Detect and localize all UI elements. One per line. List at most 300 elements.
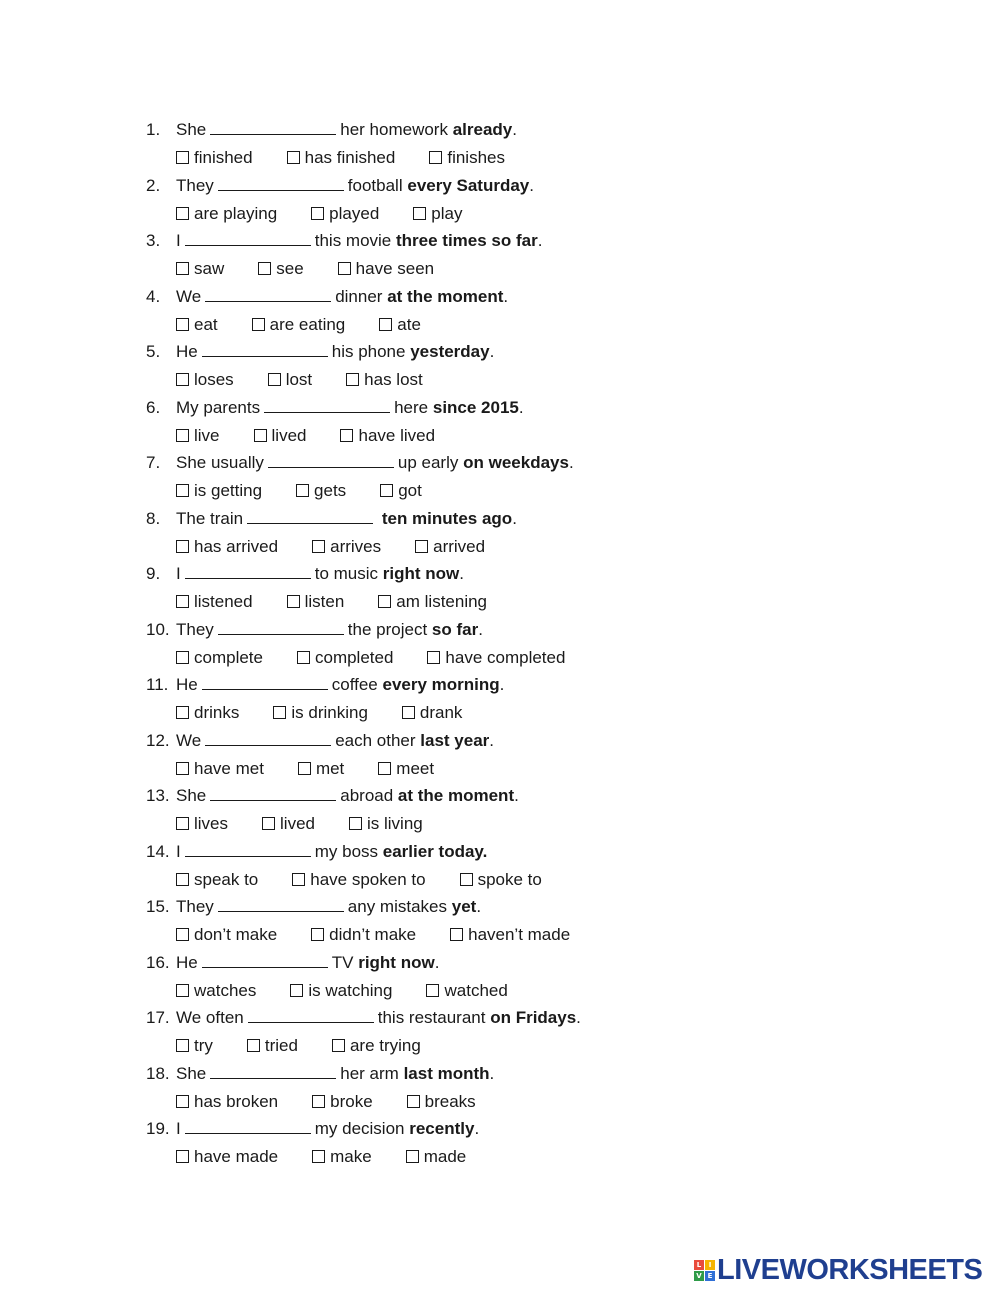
sentence-end: . bbox=[518, 397, 524, 417]
question-number: 13. bbox=[146, 786, 170, 805]
answer-blank[interactable] bbox=[210, 786, 336, 801]
question-item bbox=[146, 616, 746, 672]
answer-options bbox=[176, 204, 496, 224]
checkbox-icon[interactable] bbox=[262, 817, 275, 830]
sentence-end: . bbox=[489, 342, 495, 361]
sentence-middle: the project bbox=[347, 619, 428, 639]
answer-option[interactable] bbox=[429, 148, 505, 168]
answer-blank[interactable] bbox=[218, 620, 344, 635]
answer-options bbox=[176, 481, 456, 501]
sentence-end: . bbox=[434, 952, 440, 972]
option-label: got bbox=[398, 481, 422, 500]
question-sentence bbox=[146, 675, 504, 695]
checkbox-icon[interactable] bbox=[340, 429, 353, 442]
answer-blank[interactable] bbox=[202, 675, 328, 690]
question-number: 1. bbox=[146, 120, 161, 139]
checkbox-icon[interactable] bbox=[338, 262, 351, 275]
answer-option[interactable] bbox=[378, 592, 487, 612]
answer-option[interactable] bbox=[258, 259, 303, 279]
checkbox-icon[interactable] bbox=[268, 373, 281, 386]
option-label: are trying bbox=[349, 1036, 421, 1055]
option-label: lived bbox=[280, 814, 315, 833]
checkbox-icon[interactable] bbox=[273, 706, 286, 719]
sentence-middle: abroad bbox=[340, 786, 394, 805]
question-number: 9. bbox=[146, 564, 161, 583]
checkbox-icon[interactable] bbox=[346, 373, 359, 386]
answer-options bbox=[176, 1036, 455, 1056]
answer-options bbox=[176, 870, 576, 890]
checkbox-icon[interactable] bbox=[312, 1095, 325, 1108]
option-label: play bbox=[431, 203, 463, 223]
option-label: gets bbox=[314, 481, 347, 500]
answer-options bbox=[176, 537, 519, 557]
checkbox-icon[interactable] bbox=[292, 873, 305, 886]
sentence-start: I bbox=[176, 564, 181, 583]
checkbox-icon[interactable] bbox=[176, 984, 189, 997]
question-number: 8. bbox=[146, 508, 161, 528]
time-expression: since 2015 bbox=[432, 397, 519, 417]
checkbox-icon[interactable] bbox=[407, 1095, 420, 1108]
time-expression: every Saturday bbox=[407, 175, 530, 195]
answer-option[interactable] bbox=[311, 204, 379, 224]
question-item bbox=[146, 116, 746, 172]
question-sentence bbox=[146, 509, 517, 529]
checkbox-icon[interactable] bbox=[176, 484, 189, 497]
option-label: live bbox=[194, 425, 220, 445]
checkbox-icon[interactable] bbox=[332, 1039, 345, 1052]
sentence-start: He bbox=[176, 952, 198, 972]
answer-option[interactable] bbox=[176, 315, 218, 335]
checkbox-icon[interactable] bbox=[298, 762, 311, 775]
question-item bbox=[146, 838, 746, 894]
checkbox-icon[interactable] bbox=[254, 429, 267, 442]
answer-option[interactable] bbox=[407, 1092, 476, 1112]
answer-option[interactable] bbox=[262, 814, 315, 834]
answer-blank[interactable] bbox=[268, 453, 394, 468]
answer-blank[interactable] bbox=[205, 287, 331, 302]
answer-option[interactable] bbox=[268, 370, 312, 390]
checkbox-icon[interactable] bbox=[429, 151, 442, 164]
question-sentence bbox=[146, 620, 483, 640]
answer-option[interactable] bbox=[312, 537, 381, 557]
answer-option[interactable] bbox=[287, 592, 345, 612]
checkbox-icon[interactable] bbox=[290, 984, 303, 997]
checkbox-icon[interactable] bbox=[176, 762, 189, 775]
time-expression: right now bbox=[382, 564, 460, 583]
sentence-end: . bbox=[489, 1063, 495, 1083]
question-item bbox=[146, 949, 746, 1005]
answer-options bbox=[176, 259, 468, 279]
checkbox-icon[interactable] bbox=[176, 1095, 189, 1108]
checkbox-icon[interactable] bbox=[176, 151, 189, 164]
question-item bbox=[146, 283, 746, 339]
answer-option[interactable] bbox=[176, 592, 253, 612]
option-label: is drinking bbox=[291, 703, 368, 722]
answer-option[interactable] bbox=[290, 981, 392, 1001]
checkbox-icon[interactable] bbox=[176, 873, 189, 886]
question-item bbox=[146, 893, 746, 949]
answer-option[interactable] bbox=[176, 648, 263, 668]
checkbox-icon[interactable] bbox=[296, 484, 309, 497]
option-label: am listening bbox=[396, 592, 488, 611]
checkbox-icon[interactable] bbox=[247, 1039, 260, 1052]
answer-blank[interactable] bbox=[218, 897, 344, 912]
question-item bbox=[146, 227, 746, 283]
question-sentence bbox=[146, 120, 517, 140]
answer-options bbox=[176, 1147, 500, 1167]
question-item bbox=[146, 172, 746, 228]
sentence-end: . bbox=[512, 508, 517, 528]
option-label: have made bbox=[194, 1147, 279, 1166]
checkbox-icon[interactable] bbox=[415, 540, 428, 553]
answer-option[interactable] bbox=[296, 481, 346, 501]
answer-blank[interactable] bbox=[202, 342, 328, 357]
answer-option[interactable] bbox=[340, 426, 435, 446]
sentence-end: . bbox=[529, 175, 534, 195]
answer-option[interactable] bbox=[176, 204, 277, 224]
sentence-end: . bbox=[474, 1119, 480, 1138]
checkbox-icon[interactable] bbox=[406, 1150, 419, 1163]
time-expression: on Fridays bbox=[490, 1008, 577, 1027]
option-label: have spoken to bbox=[310, 869, 426, 889]
option-label: loses bbox=[194, 370, 234, 389]
question-item bbox=[146, 505, 746, 561]
answer-option[interactable] bbox=[415, 537, 485, 557]
answer-option[interactable] bbox=[406, 1147, 467, 1167]
answer-option[interactable] bbox=[176, 370, 234, 390]
checkbox-icon[interactable] bbox=[312, 1150, 325, 1163]
answer-option[interactable] bbox=[176, 481, 262, 501]
answer-option[interactable] bbox=[332, 1036, 421, 1056]
sentence-end: . bbox=[537, 231, 543, 250]
checkbox-icon[interactable] bbox=[176, 429, 189, 442]
answer-options bbox=[176, 703, 496, 723]
sentence-middle: her homework bbox=[340, 120, 448, 139]
answer-option[interactable] bbox=[252, 315, 346, 335]
answer-option[interactable] bbox=[427, 648, 565, 668]
sentence-start: The train bbox=[176, 508, 244, 528]
answer-blank[interactable] bbox=[202, 953, 328, 968]
answer-option[interactable] bbox=[426, 981, 507, 1001]
answer-option[interactable] bbox=[254, 426, 307, 446]
answer-options bbox=[176, 148, 539, 168]
sentence-end: . bbox=[576, 1008, 581, 1027]
checkbox-icon[interactable] bbox=[176, 207, 189, 220]
answer-option[interactable] bbox=[176, 870, 258, 890]
answer-option[interactable] bbox=[176, 1092, 278, 1112]
answer-option[interactable] bbox=[176, 1147, 278, 1167]
time-expression: earlier today. bbox=[382, 841, 488, 861]
checkbox-icon[interactable] bbox=[402, 706, 415, 719]
checkbox-icon[interactable] bbox=[426, 984, 439, 997]
answer-option[interactable] bbox=[176, 703, 239, 723]
sentence-middle: this movie bbox=[314, 231, 392, 250]
answer-blank[interactable] bbox=[185, 842, 311, 857]
sentence-start: They bbox=[176, 619, 214, 639]
answer-option[interactable] bbox=[176, 259, 224, 279]
answer-option[interactable] bbox=[346, 370, 423, 390]
option-label: drank bbox=[419, 703, 463, 722]
time-expression: last month bbox=[403, 1063, 490, 1083]
sentence-start: They bbox=[176, 897, 214, 916]
checkbox-icon[interactable] bbox=[349, 817, 362, 830]
question-sentence bbox=[146, 342, 494, 362]
checkbox-icon[interactable] bbox=[450, 928, 463, 941]
question-number: 7. bbox=[146, 453, 161, 472]
option-label: have met bbox=[194, 758, 264, 778]
option-label: are playing bbox=[194, 203, 278, 223]
option-label: drinks bbox=[194, 703, 240, 722]
option-label: speak to bbox=[194, 869, 259, 889]
checkbox-icon[interactable] bbox=[312, 540, 325, 553]
checkbox-icon[interactable] bbox=[378, 762, 391, 775]
answer-option[interactable] bbox=[378, 759, 434, 779]
sentence-end: . bbox=[568, 453, 574, 472]
answer-options bbox=[176, 315, 455, 335]
option-label: saw bbox=[194, 259, 225, 278]
checkbox-icon[interactable] bbox=[427, 651, 440, 664]
option-label: finishes bbox=[447, 148, 505, 167]
checkbox-icon[interactable] bbox=[176, 540, 189, 553]
question-item bbox=[146, 1115, 746, 1171]
checkbox-icon[interactable] bbox=[379, 318, 392, 331]
checkbox-icon[interactable] bbox=[287, 151, 300, 164]
option-label: lost bbox=[285, 370, 313, 389]
question-number: 14. bbox=[146, 841, 170, 861]
answer-options bbox=[176, 592, 521, 612]
checkbox-icon[interactable] bbox=[380, 484, 393, 497]
sentence-end: . bbox=[499, 675, 505, 694]
time-expression: right now bbox=[358, 952, 435, 972]
option-label: watched bbox=[444, 980, 508, 1000]
question-item bbox=[146, 338, 746, 394]
time-expression: ten minutes ago bbox=[381, 508, 513, 528]
option-label: made bbox=[423, 1147, 467, 1166]
answer-options bbox=[176, 426, 469, 446]
sentence-middle: to music bbox=[314, 564, 379, 583]
answer-option[interactable] bbox=[176, 814, 228, 834]
question-sentence bbox=[146, 953, 439, 973]
answer-blank[interactable] bbox=[210, 1064, 336, 1079]
time-expression: yet bbox=[451, 897, 477, 916]
answer-blank[interactable] bbox=[185, 231, 311, 246]
checkbox-icon[interactable] bbox=[258, 262, 271, 275]
option-label: breaks bbox=[424, 1091, 476, 1111]
sentence-start: He bbox=[176, 675, 198, 694]
time-expression: at the moment bbox=[397, 786, 515, 805]
checkbox-icon[interactable] bbox=[176, 595, 189, 608]
sentence-middle: up early bbox=[397, 453, 459, 472]
answer-option[interactable] bbox=[297, 648, 393, 668]
logo-mark-l: L bbox=[694, 1260, 704, 1270]
question-item bbox=[146, 1004, 746, 1060]
sentence-start: She bbox=[176, 120, 207, 139]
answer-option[interactable] bbox=[298, 759, 344, 779]
sentence-start: He bbox=[176, 342, 198, 361]
time-expression: on weekdays bbox=[463, 453, 569, 472]
checkbox-icon[interactable] bbox=[176, 928, 189, 941]
checkbox-icon[interactable] bbox=[287, 595, 300, 608]
question-item bbox=[146, 727, 746, 783]
answer-option[interactable] bbox=[176, 537, 278, 557]
answer-option[interactable] bbox=[450, 925, 570, 945]
logo-mark-i: I bbox=[705, 1260, 715, 1270]
question-number: 3. bbox=[146, 231, 161, 250]
option-label: didn’t make bbox=[329, 925, 417, 944]
option-label: watches bbox=[194, 980, 257, 1000]
checkbox-icon[interactable] bbox=[176, 262, 189, 275]
sentence-start: She bbox=[176, 786, 207, 805]
question-number: 15. bbox=[146, 897, 170, 916]
option-label: lives bbox=[194, 814, 229, 833]
answer-blank[interactable] bbox=[247, 509, 373, 524]
answer-option[interactable] bbox=[176, 981, 256, 1001]
option-label: arrives bbox=[330, 536, 382, 556]
answer-blank[interactable] bbox=[218, 176, 344, 191]
answer-option[interactable] bbox=[312, 1147, 372, 1167]
question-sentence bbox=[146, 731, 494, 751]
checkbox-icon[interactable] bbox=[311, 207, 324, 220]
checkbox-icon[interactable] bbox=[176, 1039, 189, 1052]
answer-option[interactable] bbox=[176, 925, 277, 945]
question-number: 10. bbox=[146, 619, 170, 639]
answer-options bbox=[176, 759, 468, 779]
checkbox-icon[interactable] bbox=[176, 1150, 189, 1163]
answer-option[interactable] bbox=[379, 315, 421, 335]
checkbox-icon[interactable] bbox=[378, 595, 391, 608]
answer-option[interactable] bbox=[176, 759, 264, 779]
option-label: make bbox=[330, 1147, 372, 1166]
checkbox-icon[interactable] bbox=[311, 928, 324, 941]
sentence-start: We often bbox=[176, 1008, 244, 1027]
sentence-middle: my decision bbox=[314, 1119, 405, 1138]
question-number: 17. bbox=[146, 1008, 170, 1027]
answer-blank[interactable] bbox=[185, 564, 311, 579]
sentence-start: She bbox=[176, 1063, 207, 1083]
sentence-middle: my boss bbox=[314, 841, 379, 861]
answer-option[interactable] bbox=[312, 1092, 373, 1112]
answer-blank[interactable] bbox=[248, 1008, 374, 1023]
liveworksheets-logo bbox=[694, 1253, 983, 1286]
option-label: has broken bbox=[194, 1091, 279, 1111]
answer-blank[interactable] bbox=[210, 120, 336, 135]
worksheet bbox=[146, 116, 746, 1171]
sentence-middle: each other bbox=[335, 730, 416, 750]
answer-option[interactable] bbox=[176, 1036, 213, 1056]
sentence-start: I bbox=[176, 1119, 181, 1138]
question-number: 18. bbox=[146, 1063, 170, 1083]
question-item bbox=[146, 394, 746, 450]
answer-option[interactable] bbox=[311, 925, 416, 945]
option-label: played bbox=[329, 203, 380, 223]
question-number: 5. bbox=[146, 342, 161, 361]
question-number: 11. bbox=[146, 675, 169, 694]
checkbox-icon[interactable] bbox=[252, 318, 265, 331]
question-sentence bbox=[146, 564, 464, 584]
answer-option[interactable] bbox=[338, 259, 434, 279]
checkbox-icon[interactable] bbox=[413, 207, 426, 220]
option-label: eat bbox=[194, 314, 218, 334]
answer-option[interactable] bbox=[176, 426, 220, 446]
option-label: broke bbox=[330, 1091, 373, 1111]
answer-option[interactable] bbox=[460, 870, 542, 890]
answer-options bbox=[176, 370, 457, 390]
answer-option[interactable] bbox=[349, 814, 423, 834]
logo-text: LIVEWORKSHEETS bbox=[717, 1253, 983, 1286]
sentence-start: We bbox=[176, 730, 202, 750]
answer-blank[interactable] bbox=[264, 398, 390, 413]
question-number: 6. bbox=[146, 397, 161, 417]
option-label: haven’t made bbox=[468, 925, 571, 944]
checkbox-icon[interactable] bbox=[176, 651, 189, 664]
option-label: is getting bbox=[194, 481, 263, 500]
time-expression: already bbox=[452, 120, 513, 139]
answer-option[interactable] bbox=[380, 481, 422, 501]
time-expression: three times so far bbox=[396, 231, 538, 250]
question-item bbox=[146, 560, 746, 616]
question-sentence bbox=[146, 1119, 479, 1139]
answer-blank[interactable] bbox=[185, 1119, 311, 1134]
answer-options bbox=[176, 1092, 510, 1112]
sentence-end: . bbox=[512, 120, 517, 139]
answer-option[interactable] bbox=[247, 1036, 298, 1056]
sentence-end: . bbox=[489, 730, 495, 750]
answer-option[interactable] bbox=[287, 148, 396, 168]
answer-option[interactable] bbox=[292, 870, 425, 890]
sentence-middle: here bbox=[394, 397, 429, 417]
question-item bbox=[146, 782, 746, 838]
option-label: completed bbox=[314, 647, 394, 667]
answer-blank[interactable] bbox=[205, 731, 331, 746]
checkbox-icon[interactable] bbox=[176, 318, 189, 331]
option-label: is living bbox=[366, 814, 423, 833]
option-label: has finished bbox=[304, 148, 396, 167]
answer-option[interactable] bbox=[273, 703, 368, 723]
sentence-middle: football bbox=[347, 175, 403, 195]
option-label: spoke to bbox=[477, 869, 542, 889]
option-label: tried bbox=[264, 1036, 298, 1055]
time-expression: every morning bbox=[382, 675, 500, 694]
option-label: met bbox=[315, 758, 345, 778]
sentence-start: She usually bbox=[176, 453, 264, 472]
checkbox-icon[interactable] bbox=[460, 873, 473, 886]
question-sentence bbox=[146, 398, 524, 418]
checkbox-icon[interactable] bbox=[176, 817, 189, 830]
time-expression: last year bbox=[420, 730, 490, 750]
checkbox-icon[interactable] bbox=[297, 651, 310, 664]
answer-option[interactable] bbox=[176, 148, 253, 168]
sentence-middle: her arm bbox=[340, 1063, 399, 1083]
question-sentence bbox=[146, 1064, 494, 1084]
option-label: finished bbox=[194, 148, 253, 167]
option-label: listened bbox=[194, 592, 253, 611]
option-label: have seen bbox=[355, 259, 435, 278]
answer-options bbox=[176, 814, 457, 834]
option-label: is watching bbox=[308, 980, 393, 1000]
option-label: have completed bbox=[445, 647, 566, 667]
question-sentence bbox=[146, 287, 508, 307]
option-label: has arrived bbox=[194, 536, 279, 556]
answer-option[interactable] bbox=[402, 703, 463, 723]
checkbox-icon[interactable] bbox=[176, 706, 189, 719]
checkbox-icon[interactable] bbox=[176, 373, 189, 386]
question-number: 2. bbox=[146, 175, 161, 195]
question-number: 16. bbox=[146, 952, 170, 972]
answer-options bbox=[176, 925, 604, 945]
answer-option[interactable] bbox=[413, 204, 462, 224]
question-sentence bbox=[146, 897, 481, 917]
time-expression: so far bbox=[431, 619, 479, 639]
